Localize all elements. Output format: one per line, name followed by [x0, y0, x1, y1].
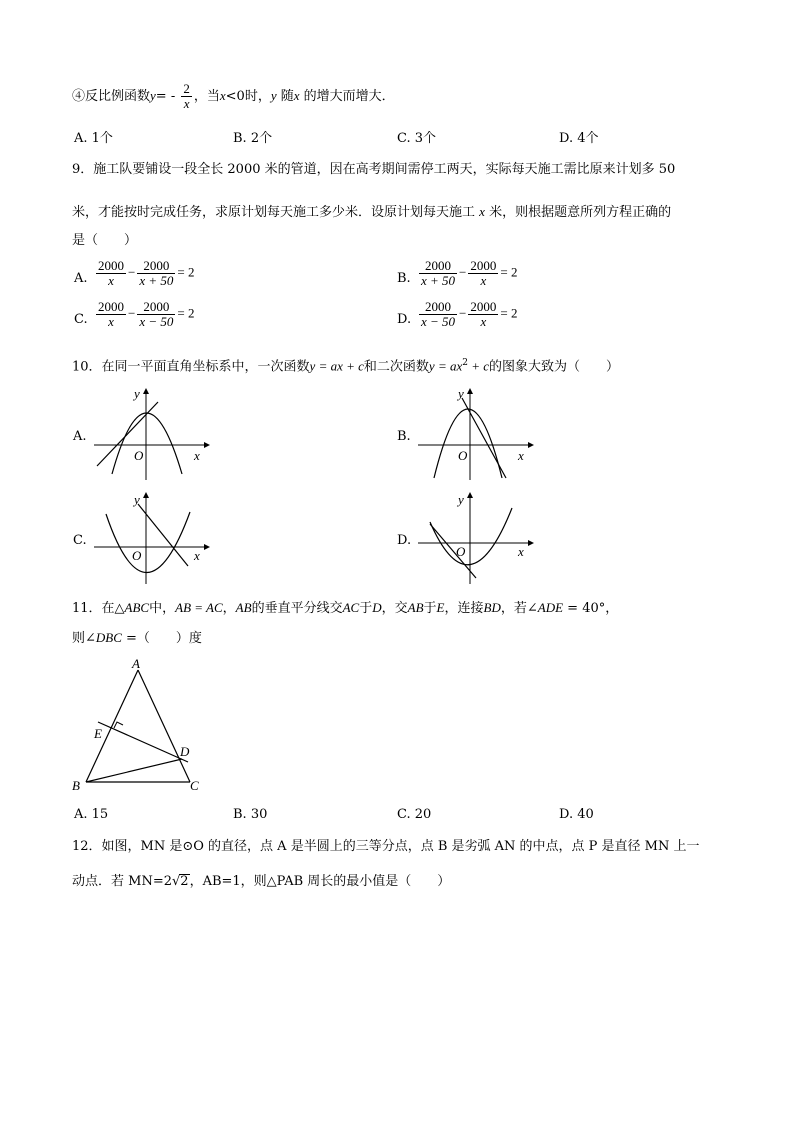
q9-option-a-label[interactable]: A.	[74, 271, 88, 286]
x-axis-arrow	[528, 442, 534, 448]
origin-label: O	[458, 448, 468, 463]
q8-option-d[interactable]: D. 4个	[559, 131, 599, 146]
q10-graph-b[interactable]	[416, 386, 536, 482]
q11-triangle-figure	[70, 656, 220, 796]
q9-line-2: 米，才能按时完成任务，求原计划每天施工多少米．设原计划每天施工 x 米，则根据题意所列方程正确的	[72, 204, 672, 220]
q9-option-a-equation: $\frac{2000}{x}$ − $\frac{2000}{x + 50}$ = 2	[98, 258, 195, 288]
q9-option-d-equation: $\frac{2000}{x - 50}$ − $\frac{2000}{x}$ = 2	[421, 299, 518, 329]
q9-option-b-equation: $\frac{2000}{x + 50}$ − $\frac{2000}{x}$ = 2	[421, 258, 518, 288]
right-angle-mark	[114, 722, 123, 728]
line	[97, 402, 158, 466]
parabola	[112, 413, 182, 474]
q9-option-c-label[interactable]: C.	[74, 312, 88, 327]
label-c: C	[190, 778, 199, 793]
perpendicular-bisector	[98, 722, 188, 762]
segment-bd	[86, 759, 182, 782]
y-axis-arrow	[467, 388, 473, 394]
statement-4: ④反比例函数y= - $\frac{2}{x}$ ，当x<0时，y 随x 的增大而增大．	[72, 81, 395, 111]
q11-option-b[interactable]: B. 30	[233, 807, 268, 822]
q8-option-a[interactable]: A. 1个	[74, 131, 113, 146]
q9-option-c-equation: $\frac{2000}{x}$ − $\frac{2000}{x - 50}$ = 2	[98, 299, 195, 329]
q9-line-3: 是（ ）	[72, 233, 138, 248]
label-d: D	[180, 744, 190, 759]
x-label: x	[518, 448, 524, 463]
q10-graph-d[interactable]	[416, 490, 536, 586]
q10-graph-a[interactable]	[92, 386, 212, 482]
y-axis-arrow	[467, 492, 473, 498]
fraction-2-over-x: $\frac{2}{x}$	[183, 81, 190, 111]
x-label: x	[194, 548, 200, 563]
q9-option-b-label[interactable]: B.	[397, 271, 411, 286]
y-label: y	[458, 492, 464, 507]
label-a: A	[132, 656, 140, 671]
y-axis-arrow	[143, 388, 149, 394]
line	[462, 398, 506, 478]
q10-option-a-label[interactable]: A.	[73, 429, 87, 444]
x-label: x	[518, 544, 524, 559]
parabola	[434, 409, 502, 478]
q9-line-1: 9．施工队要铺设一段全长 2000 米的管道，因在高考期间需停工两天，实际每天施工需比原来计划多 50	[72, 162, 676, 177]
q11-option-a[interactable]: A. 15	[74, 807, 109, 822]
q11-line-2: 则∠DBC =（ ）度	[72, 630, 202, 646]
q12-line-1: 12．如图，MN 是⊙O 的直径，点 A 是半圆上的三等分点，点 B 是劣弧 AN 的中点，点 P 是直径 MN 上一	[72, 839, 700, 854]
q12-line-2: 动点．若 MN=2√2，AB=1，则△PAB 周长的最小值是（ ）	[72, 874, 451, 889]
q11-option-d[interactable]: D. 40	[559, 807, 594, 822]
origin-label: O	[134, 448, 144, 463]
x-axis-arrow	[204, 544, 210, 550]
y-axis-arrow	[143, 492, 149, 498]
q11-line-1: 11．在△ABC中，AB = AC，AB的垂直平分线交AC于D，交AB于E，连接BD，若∠ADE = 40°，	[72, 600, 619, 616]
y-label: y	[134, 386, 140, 401]
q8-option-c[interactable]: C. 3个	[397, 131, 437, 146]
parabola	[430, 508, 512, 565]
q10-option-c-label[interactable]: C.	[73, 533, 87, 548]
x-axis-arrow	[204, 442, 210, 448]
label-b: B	[72, 778, 80, 793]
x-axis-arrow	[528, 540, 534, 546]
y-label: y	[134, 492, 140, 507]
q10-option-b-label[interactable]: B.	[397, 429, 411, 444]
label-e: E	[94, 726, 102, 741]
origin-label: O	[456, 544, 466, 559]
y-label: y	[458, 386, 464, 401]
line	[430, 524, 476, 578]
origin-label: O	[132, 548, 142, 563]
q8-option-b[interactable]: B. 2个	[233, 131, 273, 146]
q10-graph-c[interactable]	[92, 490, 212, 586]
x-label: x	[194, 448, 200, 463]
q11-option-c[interactable]: C. 20	[397, 807, 432, 822]
q10-stem: 10．在同一平面直角坐标系中，一次函数y = ax + c和二次函数$y = ax^2 + c$的图象大致为（ ）	[72, 358, 620, 375]
q10-option-d-label[interactable]: D.	[397, 533, 412, 548]
parabola	[106, 512, 190, 573]
side-ac	[138, 670, 190, 782]
q9-option-d-label[interactable]: D.	[397, 312, 412, 327]
